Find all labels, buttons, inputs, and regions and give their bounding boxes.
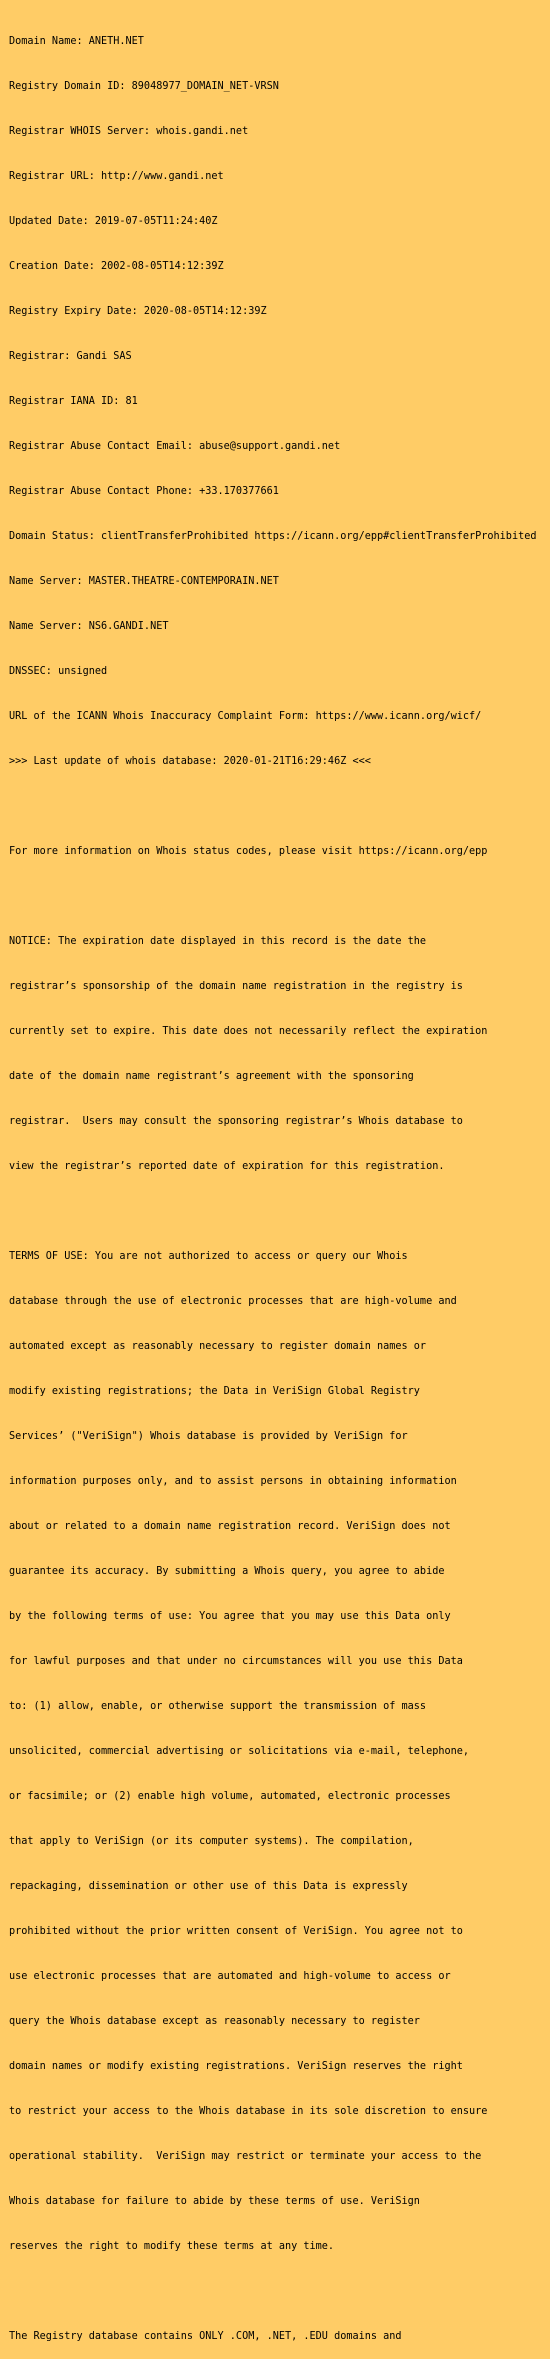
icann-complaint-form-line: URL of the ICANN Whois Inaccuracy Complaint Form: https://www.icann.org/wicf/ [9,711,482,722]
terms-of-use-line: to: (1) allow, enable, or otherwise support the transmission of mass [9,1701,427,1712]
terms-of-use-line: information purposes only, and to assist persons in obtaining information [9,1476,457,1487]
terms-of-use-line: domain names or modify existing registrations. VeriSign reserves the right [9,2061,463,2072]
domain-name-line: Domain Name: ANETH.NET [9,36,144,47]
terms-of-use-line: or facsimile; or (2) enable high volume, automated, electronic processes [9,1791,451,1802]
terms-of-use-line: query the Whois database except as reasonably necessary to register [9,2016,420,2027]
status-codes-info-line: For more information on Whois status codes, please visit https://icann.org/epp [9,846,488,857]
terms-of-use-line: reserves the right to modify these terms at any time. [9,2241,335,2252]
abuse-contact-email-line: Registrar Abuse Contact Email: abuse@support.gandi.net [9,441,341,452]
terms-of-use-line: automated except as reasonably necessary to register domain names or [9,1341,427,1352]
blank-line [9,2284,547,2299]
registry-database-line: The Registry database contains ONLY .COM, .NET, .EDU domains and [9,2331,402,2342]
notice-text-line: registrar’s sponsorship of the domain name registration in the registry is [9,981,463,992]
terms-of-use-line: database through the use of electronic processes that are high-volume and [9,1296,457,1307]
notice-text-line: currently set to expire. This date does not necessarily reflect the expiration [9,1026,488,1037]
terms-of-use-line: Services’ ("VeriSign") Whois database is provided by VeriSign for [9,1431,408,1442]
notice-text-line: date of the domain name registrant’s agreement with the sponsoring [9,1071,414,1082]
name-server-line: Name Server: NS6.GANDI.NET [9,621,169,632]
registrar-url-line: Registrar URL: http://www.gandi.net [9,171,224,182]
terms-of-use-line: operational stability. VeriSign may restrict or terminate your access to the [9,2151,482,2162]
terms-of-use-line: unsolicited, commercial advertising or solicitations via e-mail, telephone, [9,1746,470,1757]
terms-of-use-line: TERMS OF USE: You are not authorized to access or query our Whois [9,1251,408,1262]
registrar-line: Registrar: Gandi SAS [9,351,132,362]
registry-expiry-date-line: Registry Expiry Date: 2020-08-05T14:12:39Z [9,306,267,317]
updated-date-line: Updated Date: 2019-07-05T11:24:40Z [9,216,218,227]
terms-of-use-line: repackaging, dissemination or other use of this Data is expressly [9,1881,408,1892]
registry-domain-id-line: Registry Domain ID: 89048977_DOMAIN_NET-VRSN [9,81,279,92]
blank-line [9,1204,547,1219]
terms-of-use-line: prohibited without the prior written consent of VeriSign. You agree not to [9,1926,463,1937]
terms-of-use-line: modify existing registrations; the Data in VeriSign Global Registry [9,1386,420,1397]
blank-line [9,889,547,904]
terms-of-use-line: about or related to a domain name registration record. VeriSign does not [9,1521,451,1532]
terms-of-use-line: to restrict your access to the Whois database in its sole discretion to ensure [9,2106,488,2117]
notice-text-line: NOTICE: The expiration date displayed in this record is the date the [9,936,427,947]
terms-of-use-line: for lawful purposes and that under no circumstances will you use this Data [9,1656,463,1667]
dnssec-line: DNSSEC: unsigned [9,666,108,677]
registrar-iana-id-line: Registrar IANA ID: 81 [9,396,138,407]
terms-of-use-line: that apply to VeriSign (or its computer systems). The compilation, [9,1836,414,1847]
last-update-line: >>> Last update of whois database: 2020-01-21T16:29:46Z <<< [9,756,371,767]
terms-of-use-line: Whois database for failure to abide by these terms of use. VeriSign [9,2196,420,2207]
terms-of-use-line: by the following terms of use: You agree that you may use this Data only [9,1611,451,1622]
abuse-contact-phone-line: Registrar Abuse Contact Phone: +33.170377661 [9,486,279,497]
domain-status-line: Domain Status: clientTransferProhibited https://icann.org/epp#clientTransferProhibited [9,531,537,542]
creation-date-line: Creation Date: 2002-08-05T14:12:39Z [9,261,224,272]
terms-of-use-line: use electronic processes that are automated and high-volume to access or [9,1971,451,1982]
registrar-whois-server-line: Registrar WHOIS Server: whois.gandi.net [9,126,249,137]
notice-text-line: registrar. Users may consult the sponsoring registrar’s Whois database to [9,1116,463,1127]
whois-record [9,4,547,2359]
name-server-line: Name Server: MASTER.THEATRE-CONTEMPORAIN.NET [9,576,279,587]
blank-line [9,799,547,814]
terms-of-use-line: guarantee its accuracy. By submitting a Whois query, you agree to abide [9,1566,445,1577]
notice-text-line: view the registrar’s reported date of expiration for this registration. [9,1161,445,1172]
